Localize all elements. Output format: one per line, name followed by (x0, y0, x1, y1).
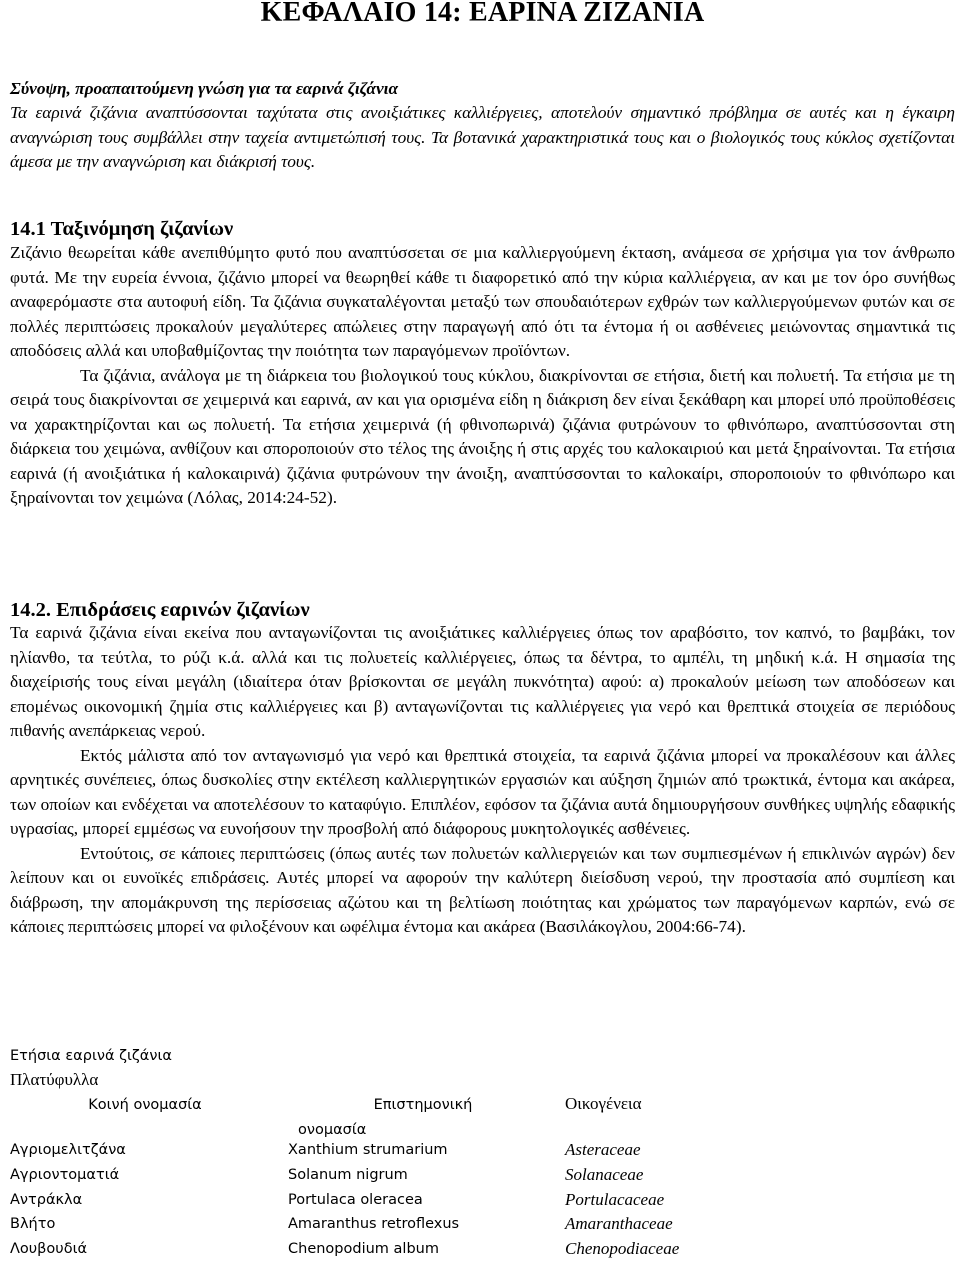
cell-scientific-name: Xanthium strumarium (288, 1142, 448, 1158)
section-2-paragraph: Εντούτοις, σε κάποιες περιπτώσεις (όπως αυτές των πολυετών καλλιεργειών και των συμπιεσμένων ή επικλινών αγρών) δεν λείπουν και οι ευνοϊκές επιδράσεις. Αυτές μπορεί να αφορούν την καλύτερη διείσδυση νερού, την προστασία από συμπίεση και διάβρωση, την απομάκρυνση της περίσσειας αζώτου και τη βελτίωση ποιότητας και χρώματος των παραγόμενων καρπών, ενώ σε κάποιες περιπτώσεις μπορεί να φιλοξένουν και ωφέλιμα έντομα και ακάρεα (Βασιλάκογλου, 2004:66-74). (10, 843, 955, 936)
table-row (10, 1138, 955, 1163)
cell-scientific-name: Amaranthus retroflexus (288, 1216, 460, 1233)
section-2-body (10, 621, 955, 940)
section-1-heading: 14.1 Ταξινόμηση ζιζανίων (10, 218, 234, 240)
table-subtitle: Πλατύφυλλα (10, 1070, 99, 1089)
cell-common-name: Βλήτο (10, 1216, 56, 1233)
table-body (10, 1138, 955, 1262)
cell-scientific-name: Portulaca oleracea (288, 1191, 423, 1208)
table-row (10, 1237, 955, 1262)
table-row (10, 1212, 955, 1237)
section-1-body (10, 241, 955, 511)
section-1-paragraph: Ζιζάνιο θεωρείται κάθε ανεπιθύμητο φυτό που αναπτύσσεται σε μια καλλιεργούμενη έκταση, ανάμεσα σε χρήσιμα για τον άνθρωπο φυτά. Με την ευρεία έννοια, ζιζάνιο μπορεί να θεωρηθεί κάθε τι διαφορετικό από την κύρια καλλιέργεια, αν και με τον όρο συνήθως αναφερόμαστε στα αυτοφυή είδη. Τα ζιζάνια συγκαταλέγονται μεταξύ των σπουδαιότερων εχθρών των καλλιεργούμενων φυτών και σε πολλές περιπτώσεις προκαλούν μεγαλύτερες απώλειες στην παραγωγή από ότι τα έντομα ή οι ασθένειες μειώνοντας σημαντικά τις αποδόσεις αλλά και υποβαθμίζοντας την ποιότητα των παραγόμενων προϊόντων. (10, 243, 955, 360)
header-family: Οικογένεια (565, 1094, 642, 1113)
cell-common-name: Λουβουδιά (10, 1241, 88, 1258)
cell-common-name: Αγριομελιτζάνα (10, 1142, 126, 1158)
cell-family: Solanaceae (565, 1164, 644, 1184)
synopsis-text: Τα εαρινά ζιζάνια αναπτύσσονται ταχύτατα στις ανοιξιάτικες καλλιέργειες, αποτελούν σημαντικό πρόβλημα σε αυτές και η έγκαιρη αναγνώριση τους συμβάλλει στην ταχεία αντιμετώπισή τους. Τα βοτανικά χαρακτηριστικά τους και ο βιολογικός τους κύκλος σχετίζονται άμεσα με την αναγνώριση και διάκρισή τους. (10, 103, 955, 171)
section-1-paragraph: Τα ζιζάνια, ανάλογα με τη διάρκεια του βιολογικού τους κύκλου, διακρίνονται σε ετήσια, διετή και πολυετή. Τα ετήσια με τη σειρά τους διακρίνονται σε χειμερινά και εαρινά, αν και για ορισμένα είδη η διάκριση δεν είναι ξεκάθαρη και μπορεί υπό προϋποθέσεις να χαρακτηρίζονται και ως πολυετή. Τα ετήσια χειμερινά (ή φθινοπωρινά) ζιζάνια φυτρώνουν το φθινόπωρο, αναπτύσσονται στη διάρκεια του χειμώνα, ανθίζουν και σποροποιούν στο τέλος της άνοιξης ή στις αρχές του καλοκαιριού και μετά ξηραίνονται. Τα ετήσια εαρινά (ή ανοιξιάτικα ή καλοκαιρινά) ζιζάνια φυτρώνουν την άνοιξη, αναπτύσσονται το καλοκαίρι, σποροποιούν το φθινόπωρο και ξηραίνονται τον χειμώνα (Λόλας, 2014:24-52). (10, 365, 955, 507)
cell-family: Amaranthaceae (565, 1214, 673, 1234)
table-row (10, 1188, 955, 1213)
header-scientific-name (288, 1093, 558, 1142)
synopsis-heading: Σύνοψη, προαπαιτούμενη γνώση για τα εαρινά ζιζάνια (10, 79, 399, 98)
cell-common-name: Αγριοντοματιά (10, 1166, 120, 1183)
cell-scientific-name: Solanum nigrum (288, 1166, 408, 1183)
cell-scientific-name: Chenopodium album (288, 1241, 439, 1258)
section-2-paragraph: Τα εαρινά ζιζάνια είναι εκείνα που ανταγωνίζονται τις ανοιξιάτικες καλλιέργειες όπως τον αραβόσιτο, τον καπνό, το βαμβάκι, τον ηλίανθο, τα τεύτλα, το ρύζι κ.ά. αλλά και τις πολυετείς καλλιέργειες, όπως τα δέντρα, το αμπέλι, τη μηδική κ.ά. Η σημασία της διαχείρισής τους είναι μεγάλη (ιδιαίτερα όταν βρίσκονται σε μεγάλη πυκνότητα) αφού: α) προκαλούν μείωση των αποδόσεων και επομένως οικονομική ζημία στις καλλιέργειες και β) ανταγωνίζονται τις καλλιέργειες για νερό και θρεπτικά στοιχεία σε περιόδους πιθανής ανεπάρκειας νερού. (10, 623, 955, 740)
table-row (10, 1163, 955, 1188)
cell-family: Portulacaceae (565, 1189, 665, 1209)
cell-common-name: Αντράκλα (10, 1191, 83, 1208)
section-2-heading: 14.2. Επιδράσεις εαρινών ζιζανίων (10, 599, 310, 621)
header-scientific-line2: ονομασία (298, 1121, 367, 1138)
cell-family: Chenopodiaceae (565, 1239, 680, 1259)
header-scientific-line1: Επιστημονική (373, 1097, 473, 1113)
cell-family: Asteraceae (565, 1140, 641, 1159)
chapter-title: ΚΕΦΑΛΑΙΟ 14: ΕΑΡΙΝΑ ΖΙΖΑΝΙΑ (260, 0, 705, 28)
section-2-paragraph: Εκτός μάλιστα από τον ανταγωνισμό για νερό και θρεπτικά στοιχεία, τα εαρινά ζιζάνια μπορεί να προκαλέσουν και άλλες αρνητικές συνέπειες, όπως δυσκολίες στην εκτέλεση καλλιεργητικών εργασιών και αύξηση ζημιών από τρωκτικά, έντομα και ακάρεα, των οποίων και ενδέχεται να αποτελέσουν το καταφύγιο. Επιπλέον, εφόσον τα ζιζάνια αυτά δημιουργήσουν συνθήκες υψηλής εδαφικής υγρασίας, μπορεί εμμέσως να ευνοήσουν την προσβολή από διάφορους μυκητολογικές ασθένειες. (10, 745, 955, 838)
table-header (10, 1093, 955, 1143)
table-title: Ετήσια εαρινά ζιζάνια (10, 1048, 172, 1064)
header-common-name: Κοινή ονομασία (88, 1097, 202, 1113)
